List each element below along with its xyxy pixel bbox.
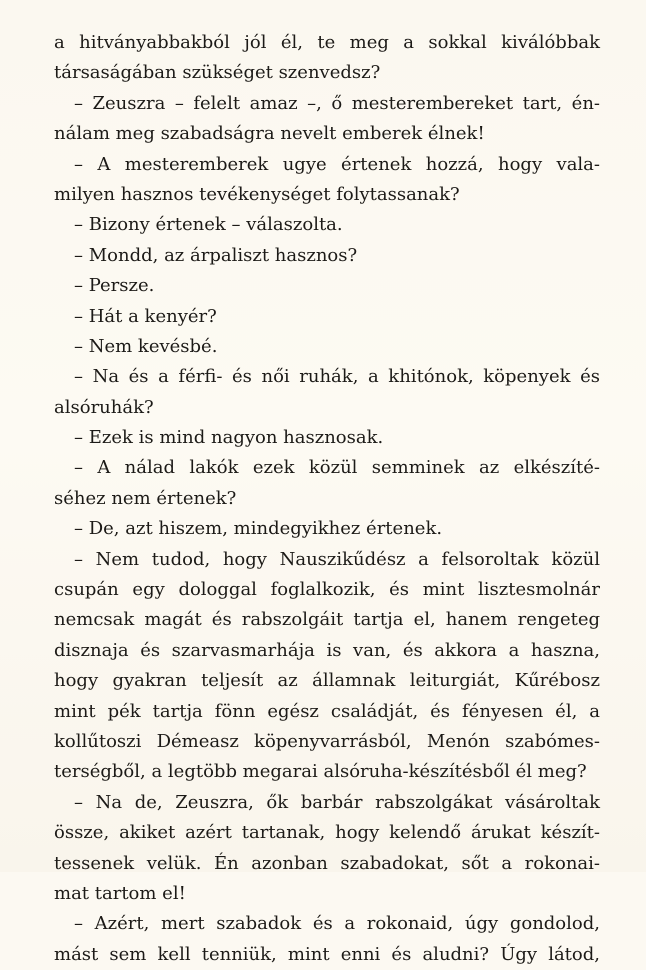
text-line: – Na de, Zeuszra, ők barbár rabszolgákat vásároltak: [74, 791, 600, 813]
text-line: – A mesteremberek ugye értenek hozzá, hogy vala-: [74, 153, 600, 175]
text-line: – Persze.: [74, 275, 155, 297]
text-line: kollűtoszi Démeasz köpenyvarrásból, Menón szabómes-: [54, 730, 600, 752]
text-line: társaságában szükséget szenvedsz?: [54, 62, 381, 84]
text-line: mat tartom el!: [54, 882, 186, 904]
text-line: csupán egy dologgal foglalkozik, és mint lisztesmolnár: [54, 579, 600, 601]
text-line: – Azért, mert szabadok és a rokonaid, úgy gondolod,: [74, 913, 600, 935]
text-line: – Nem tudod, hogy Nauszikűdész a felsoroltak közül: [74, 548, 600, 570]
text-line: disznaja és szarvasmarhája is van, és akkora a haszna,: [54, 639, 600, 661]
text-line: – Mondd, az árpaliszt hasznos?: [74, 244, 358, 266]
body-text: [54, 28, 600, 970]
text-line: – Ezek is mind nagyon hasznosak.: [74, 427, 384, 449]
text-line: mást sem kell tenniük, mint enni és aludni? Úgy látod,: [54, 943, 600, 965]
text-line: milyen hasznos tevékenységet folytassanak?: [54, 183, 460, 205]
text-line: mint pék tartja fönn egész családját, és fényesen él, a: [54, 700, 600, 722]
text-line: – Zeuszra – felelt amaz –, ő mesterembereket tart, én-: [74, 92, 600, 114]
text-line: terségből, a legtöbb megarai alsóruha-készítésből él meg?: [54, 761, 587, 783]
text-line: – Na és a férfi- és női ruhák, a khitónok, köpenyek és: [74, 366, 600, 388]
text-line: tessenek velük. Én azonban szabadokat, sőt a rokonai-: [54, 852, 600, 874]
text-line: – Bizony értenek – válaszolta.: [74, 214, 343, 236]
text-line: – A nálad lakók ezek közül semminek az elkészíté-: [74, 457, 600, 479]
text-line: séhez nem értenek?: [54, 487, 237, 509]
text-line: – Nem kevésbé.: [74, 335, 218, 357]
text-line: – Hát a kenyér?: [74, 305, 217, 327]
text-line: alsóruhák?: [54, 396, 154, 418]
text-line: a hitványabbakból jól él, te meg a sokkal kiválóbbak: [54, 32, 600, 53]
text-line: össze, akiket azért tartanak, hogy kelendő árukat készít-: [54, 822, 600, 844]
text-line: nálam meg szabadságra nevelt emberek élnek!: [54, 123, 485, 145]
text-line: nemcsak magát és rabszolgáit tartja el, hanem rengeteg: [54, 609, 600, 631]
text-line: – De, azt hiszem, mindegyikhez értenek.: [74, 518, 443, 540]
text-line: hogy gyakran teljesít az államnak leiturgiát, Kűrébosz: [54, 670, 600, 692]
